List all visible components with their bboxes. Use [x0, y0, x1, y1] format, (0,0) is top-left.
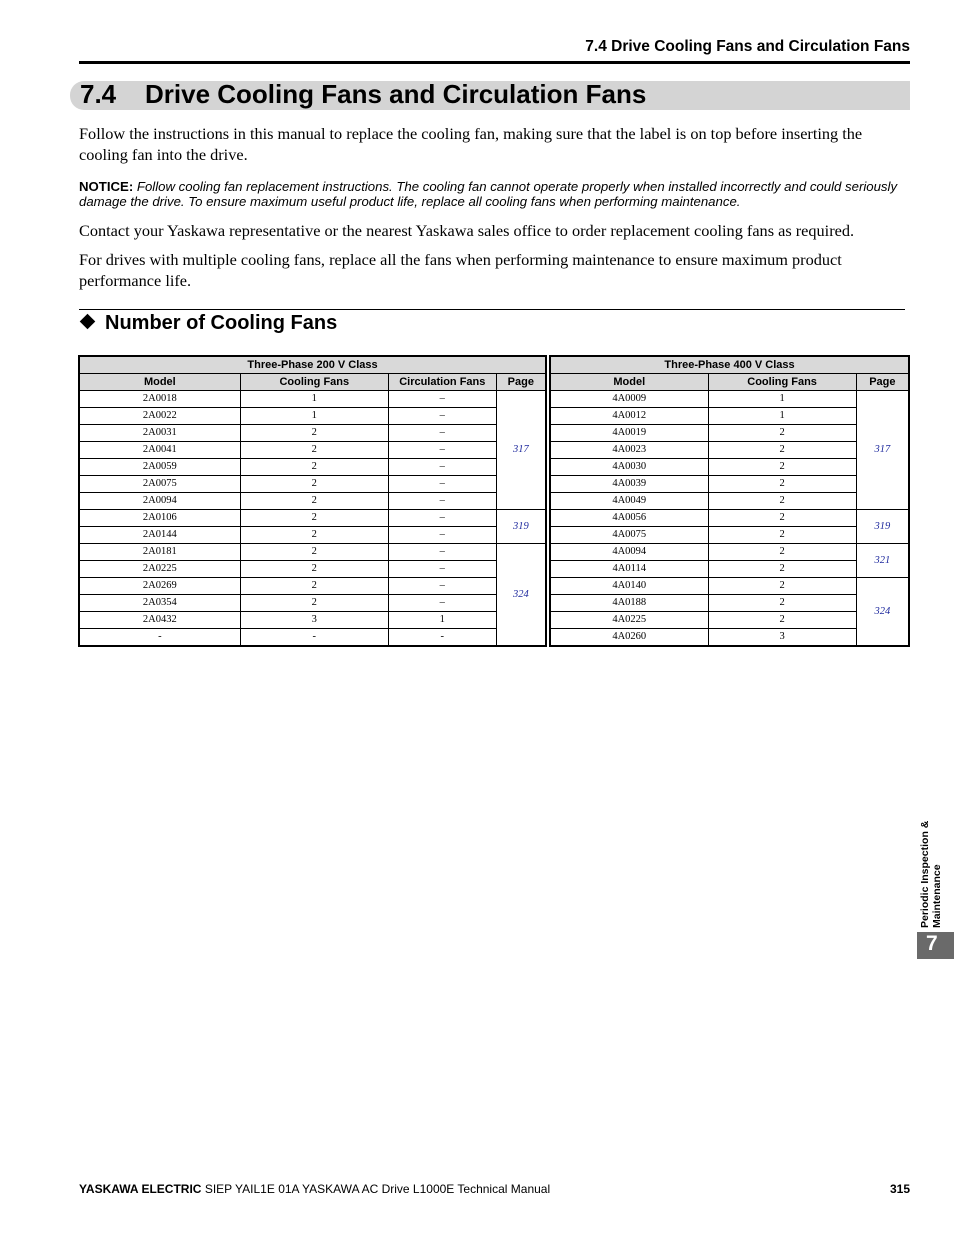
- page-reference-link[interactable]: 324: [496, 544, 546, 647]
- table-cell: 2: [240, 544, 388, 561]
- table-cell: -: [240, 629, 388, 647]
- table-cell: 3: [708, 629, 856, 647]
- page-reference-link[interactable]: 319: [856, 510, 909, 544]
- table-cell: 2: [708, 459, 856, 476]
- section-title: Drive Cooling Fans and Circulation Fans: [145, 79, 647, 109]
- table-cell: 1: [240, 391, 388, 408]
- page-footer: [79, 1182, 910, 1196]
- table-cell: 4A0056: [550, 510, 708, 527]
- table-row: [550, 578, 909, 595]
- notice-block: [79, 180, 909, 209]
- table-cell: -: [388, 629, 496, 647]
- table-row: [79, 595, 546, 612]
- running-header: [79, 37, 910, 64]
- table-row: [79, 578, 546, 595]
- table-row: [79, 544, 546, 561]
- subsection-title: Number of Cooling Fans: [105, 312, 338, 334]
- paragraph-multiple-fans: For drives with multiple cooling fans, replace all the fans when performing maintenance to ensure maximum product performance life.: [79, 250, 842, 290]
- table-cell: 2: [708, 561, 856, 578]
- table-row: [79, 612, 546, 629]
- table-cell: 2: [708, 612, 856, 629]
- table-cell: –: [388, 578, 496, 595]
- table-cell: 2A0144: [79, 527, 240, 544]
- table-cell: -: [79, 629, 240, 647]
- table-cell: 2: [708, 595, 856, 612]
- table-cell: –: [388, 476, 496, 493]
- table-row: [79, 408, 546, 425]
- table-cell: –: [388, 544, 496, 561]
- table-cell: 1: [240, 408, 388, 425]
- table-row: [550, 544, 909, 561]
- table-cell: 4A0094: [550, 544, 708, 561]
- table-cell: 1: [708, 391, 856, 408]
- table-row: [550, 612, 909, 629]
- table-cell: 4A0188: [550, 595, 708, 612]
- table-row: [550, 493, 909, 510]
- table-cell: –: [388, 459, 496, 476]
- table-row: [550, 459, 909, 476]
- table-cell: 2A0018: [79, 391, 240, 408]
- column-header: Model: [79, 374, 240, 391]
- table-cell: 2: [708, 442, 856, 459]
- table-row: [79, 391, 546, 408]
- table-row: [79, 493, 546, 510]
- table-row: [550, 595, 909, 612]
- table-cell: 2A0031: [79, 425, 240, 442]
- table-row: [79, 425, 546, 442]
- section-divider: [79, 309, 905, 310]
- running-header-title: 7.4 Drive Cooling Fans and Circulation Fans: [585, 38, 910, 55]
- table-cell: 2: [240, 527, 388, 544]
- table-cell: 4A0009: [550, 391, 708, 408]
- table-cell: 2: [708, 510, 856, 527]
- table-cell: 4A0140: [550, 578, 708, 595]
- footer-brand: YASKAWA ELECTRIC: [79, 1182, 202, 1196]
- table-cell: 2: [240, 595, 388, 612]
- table-cell: –: [388, 408, 496, 425]
- table-cell: 4A0049: [550, 493, 708, 510]
- table-cell: –: [388, 442, 496, 459]
- table-cell: 2A0432: [79, 612, 240, 629]
- section-number: 7.4: [80, 79, 117, 109]
- table-row: [79, 510, 546, 527]
- table-cell: 2: [708, 527, 856, 544]
- table-cell: 2: [240, 561, 388, 578]
- paragraph-contact: Contact your Yaskawa representative or the nearest Yaskawa sales office to order replacement cooling fans as required.: [79, 221, 855, 240]
- footer-document: SIEP YAIL1E 01A YASKAWA AC Drive L1000E Technical Manual: [204, 1182, 551, 1196]
- column-header: Cooling Fans: [240, 374, 388, 391]
- table-cell: 2A0106: [79, 510, 240, 527]
- chapter-side-label: Periodic Inspection & Maintenance: [919, 820, 943, 928]
- table-row: [79, 629, 546, 647]
- table-cell: 4A0030: [550, 459, 708, 476]
- table-cell: 2A0094: [79, 493, 240, 510]
- table-cell: 4A0260: [550, 629, 708, 647]
- table-cell: –: [388, 493, 496, 510]
- table-cell: 2: [708, 476, 856, 493]
- column-header: Model: [550, 374, 708, 391]
- page-number: 315: [889, 1182, 910, 1196]
- page-reference-link[interactable]: 324: [856, 578, 909, 647]
- subsection-heading: [82, 312, 337, 335]
- column-header: Page: [496, 374, 546, 391]
- table-cell: 1: [388, 612, 496, 629]
- table-row: [550, 442, 909, 459]
- table-cell: 2A0041: [79, 442, 240, 459]
- table-200v-group-title: Three-Phase 200 V Class: [79, 356, 546, 374]
- table-cell: 4A0225: [550, 612, 708, 629]
- table-row: [550, 527, 909, 544]
- table-cell: 2A0181: [79, 544, 240, 561]
- table-cell: 2: [240, 476, 388, 493]
- table-row: [79, 459, 546, 476]
- table-cell: –: [388, 425, 496, 442]
- table-400v-group-title: Three-Phase 400 V Class: [550, 356, 909, 374]
- table-400v: [549, 355, 910, 647]
- table-row: [550, 629, 909, 647]
- table-cell: 2A0022: [79, 408, 240, 425]
- table-cell: –: [388, 510, 496, 527]
- table-row: [79, 527, 546, 544]
- table-cell: –: [388, 391, 496, 408]
- table-cell: 4A0114: [550, 561, 708, 578]
- table-cell: 2: [240, 510, 388, 527]
- page-reference-link[interactable]: 321: [856, 544, 909, 578]
- table-row: [550, 391, 909, 408]
- page-reference-link[interactable]: 317: [856, 391, 909, 510]
- table-cell: 4A0039: [550, 476, 708, 493]
- page-reference-link[interactable]: 317: [496, 391, 546, 510]
- table-cell: 4A0012: [550, 408, 708, 425]
- table-cell: –: [388, 595, 496, 612]
- column-header: Cooling Fans: [708, 374, 856, 391]
- table-cell: 2: [240, 442, 388, 459]
- paragraph-intro: Follow the instructions in this manual to replace the cooling fan, making sure that the label is on top before inserting the cooling fan into the drive.: [79, 124, 863, 164]
- table-row: [550, 408, 909, 425]
- table-row: [79, 561, 546, 578]
- table-cell: 2A0269: [79, 578, 240, 595]
- notice-text: Follow cooling fan replacement instructions. The cooling fan cannot operate properly when installed incorrectly and could seriously damage the drive. To ensure maximum useful product life, replace all cooling fans when performing maintenance.: [79, 179, 898, 209]
- table-row: [550, 425, 909, 442]
- table-cell: 2: [708, 425, 856, 442]
- chapter-number: 7: [926, 932, 938, 955]
- table-cell: 2: [240, 425, 388, 442]
- table-cell: 4A0023: [550, 442, 708, 459]
- table-row: [550, 510, 909, 527]
- table-cell: 2: [708, 578, 856, 595]
- table-cell: 4A0075: [550, 527, 708, 544]
- table-cell: 2: [240, 578, 388, 595]
- notice-label: NOTICE:: [79, 179, 134, 194]
- table-row: [79, 442, 546, 459]
- table-cell: 2: [708, 544, 856, 561]
- column-header: Circulation Fans: [388, 374, 496, 391]
- table-cell: 2A0354: [79, 595, 240, 612]
- table-cell: 2: [708, 493, 856, 510]
- table-cell: 2A0075: [79, 476, 240, 493]
- table-cell: –: [388, 527, 496, 544]
- cooling-fans-tables: [78, 355, 910, 647]
- diamond-bullet-icon: [80, 314, 96, 330]
- table-row: [550, 561, 909, 578]
- table-cell: –: [388, 561, 496, 578]
- chapter-tab: [917, 932, 954, 959]
- table-cell: 2: [240, 493, 388, 510]
- table-cell: 3: [240, 612, 388, 629]
- page-reference-link[interactable]: 319: [496, 510, 546, 544]
- table-cell: 2A0059: [79, 459, 240, 476]
- table-cell: 2A0225: [79, 561, 240, 578]
- table-cell: 2: [240, 459, 388, 476]
- table-cell: 4A0019: [550, 425, 708, 442]
- column-header: Page: [856, 374, 909, 391]
- table-row: [79, 476, 546, 493]
- table-cell: 1: [708, 408, 856, 425]
- table-200v: [78, 355, 547, 647]
- table-row: [550, 476, 909, 493]
